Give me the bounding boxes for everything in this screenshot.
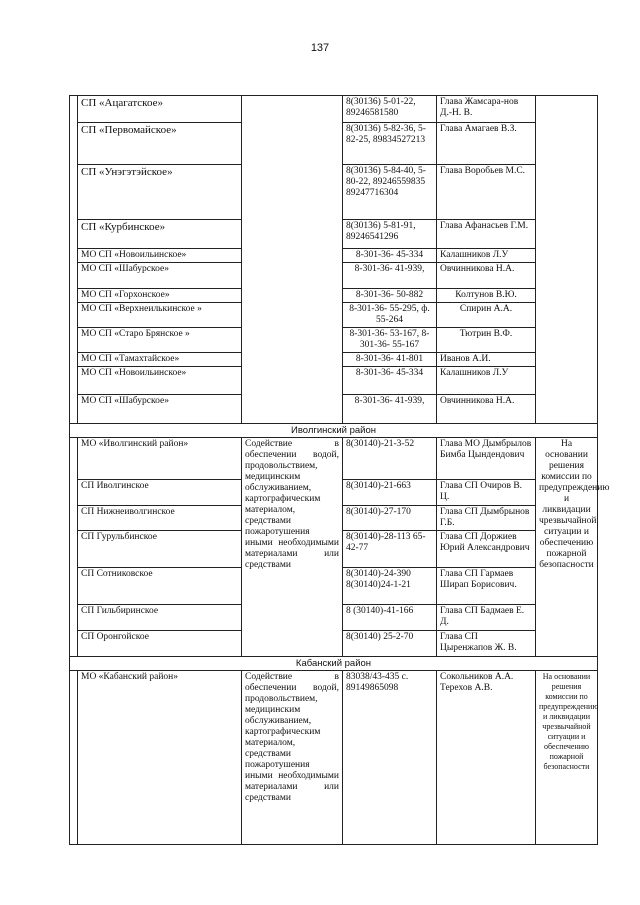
head-name: Глава СП Доржиев Юрий Александрович <box>437 531 536 568</box>
settlement-name: СП Сотниковское <box>78 568 242 605</box>
section-title: Кабанский район <box>70 657 598 671</box>
table-row <box>70 671 598 845</box>
head-name: Иванов А.И. <box>437 353 536 367</box>
head-name: Овчинникова Н.А. <box>437 395 536 424</box>
head-name: Глава СП Бадмаев Е. Д. <box>437 605 536 631</box>
basis-cell <box>536 96 598 424</box>
phone: 83038/43-435 с. 89149865098 <box>343 671 437 845</box>
function-text: Содействие в обеспечении водой, продовольствием, медицинским обслуживанием, картографическим материалом, средствами пожаротушения иными необходимыми материалами или средствами <box>242 671 343 845</box>
head-name: Глава Амагаев В.З. <box>437 123 536 165</box>
phone: 8(30136) 5-84-40, 5-80-22, 89246559835 89247716304 <box>343 165 437 220</box>
phone: 8(30140) 25-2-70 <box>343 631 437 657</box>
phone: 8 (30140)-41-166 <box>343 605 437 631</box>
contacts-table <box>69 95 610 845</box>
settlement-name: СП «Унэгэтэйское» <box>78 165 242 220</box>
settlement-name: МО СП «Шабурское» <box>78 263 242 289</box>
settlement-name: СП «Курбинское» <box>78 220 242 249</box>
head-name: Глава СП Дымбрынов Г.Б. <box>437 506 536 531</box>
section-header-row <box>70 424 598 438</box>
head-name: Сокольников А.А. Терехов А.В. <box>437 671 536 845</box>
settlement-name: СП Нижнеиволгинское <box>78 506 242 531</box>
head-name: Глава МО Дымбрылов Бимба Цындендович <box>437 438 536 480</box>
phone: 8-301-36- 45-334 <box>343 249 437 263</box>
section-header-row <box>70 657 598 671</box>
head-name: Глава СП Очиров В. Ц. <box>437 480 536 506</box>
settlement-name: МО СП «Новоильинское» <box>78 249 242 263</box>
settlement-name: МО «Кабанский район» <box>78 671 242 845</box>
head-name: Тютрин В.Ф. <box>437 328 536 353</box>
phone: 8(30140)-21-3-52 <box>343 438 437 480</box>
settlement-name: СП Оронгойское <box>78 631 242 657</box>
head-name: Глава Воробьев М.С. <box>437 165 536 220</box>
settlement-name: СП «Ацагатское» <box>78 96 242 123</box>
phone: 8-301-36- 45-334 <box>343 367 437 395</box>
settlement-name: МО «Иволгинский район» <box>78 438 242 480</box>
phone: 8(30136) 5-01-22, 89246581580 <box>343 96 437 123</box>
table-row <box>70 438 598 480</box>
basis-text: На основании решения комиссии по предупреждению и ликвидации чрезвычайной ситуации и обеспечению пожарной безопасности <box>536 438 598 657</box>
settlement-name: МО СП «Старо Брянское » <box>78 328 242 353</box>
phone: 8(30140)-27-170 <box>343 506 437 531</box>
phone: 8(30136) 5-82-36, 5-82-25, 89834527213 <box>343 123 437 165</box>
section-title: Иволгинский район <box>70 424 598 438</box>
settlement-name: СП Иволгинское <box>78 480 242 506</box>
function-cell <box>242 96 343 424</box>
head-name: Спирин А.А. <box>437 303 536 328</box>
page-number: 137 <box>310 42 330 54</box>
settlement-name: СП Гильбиринское <box>78 605 242 631</box>
settlement-name: МО СП «Горхонское» <box>78 289 242 303</box>
phone: 8-301-36- 53-167, 8-301-36- 55-167 <box>343 328 437 353</box>
phone: 8-301-36- 50-882 <box>343 289 437 303</box>
table-row <box>70 96 598 123</box>
head-name: Калашников Л.У <box>437 249 536 263</box>
function-text: Содействие в обеспечении водой, продовольствием, медицинским обслуживанием, картографическим материалом, средствами пожаротушения иными необходимыми материалами или средствами <box>242 438 343 657</box>
settlement-name: МО СП «Тамахтайское» <box>78 353 242 367</box>
head-name: Калашников Л.У <box>437 367 536 395</box>
phone: 8(30140)-28-113 65-42-77 <box>343 531 437 568</box>
head-name: Глава СП Гармаев Ширап Борисович. <box>437 568 536 605</box>
phone: 8-301-36- 41-801 <box>343 353 437 367</box>
phone: 8(30140)-21-663 <box>343 480 437 506</box>
head-name: Колтунов В.Ю. <box>437 289 536 303</box>
settlement-name: МО СП «Верхнеилькинское » <box>78 303 242 328</box>
phone: 8-301-36- 41-939, <box>343 263 437 289</box>
settlement-name: МО СП «Новоильинское» <box>78 367 242 395</box>
settlement-name: МО СП «Шабурское» <box>78 395 242 424</box>
head-name: Глава Афанасьев Г.М. <box>437 220 536 249</box>
phone: 8-301-36- 41-939, <box>343 395 437 424</box>
head-name: Овчинникова Н.А. <box>437 263 536 289</box>
basis-text: На основании решения комиссии по предупреждению и ликвидации чрезвычайной ситуации и обеспечению пожарной безопасности <box>536 671 598 845</box>
phone: 8(30140)-24-390 8(30140)24-1-21 <box>343 568 437 605</box>
settlement-name: СП «Первомайское» <box>78 123 242 165</box>
phone: 8-301-36- 55-295, ф. 55-264 <box>343 303 437 328</box>
phone: 8(30136) 5-81-91, 89246541296 <box>343 220 437 249</box>
head-name: Глава Жамсара-нов Д.-Н. В. <box>437 96 536 123</box>
settlement-name: СП Гурульбинское <box>78 531 242 568</box>
head-name: Глава СП Цыренжапов Ж. В. <box>437 631 536 657</box>
